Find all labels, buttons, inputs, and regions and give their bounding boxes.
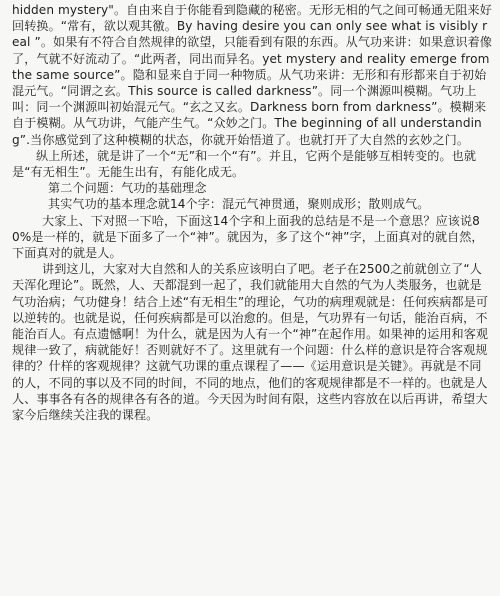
paragraph-comparison: 大家上、下对照一下哈，下面这14个字和上面我的总结是不是一个意思？应该说80%是一样的，就是下面多了一个“神”。就因为，多了这个“神”字，上面真对的就自然，下面真对的就是人。 (12, 213, 484, 261)
paragraph-summary: 纵上所述，就是讲了一个“无”和一个“有”。并且，它两个是能够互相转变的。也就是“有无相生”。无能生出有，有能化成无。 (12, 148, 477, 180)
paragraph-laozi-quotes: hidden mystery"。自由来自于你能看到隐藏的秘密。无形无相的气之间可畅通无阻来好回转换。“常有，欲以观其徼。By having desire you can only see what is visibly real ”。如果有不符合自然规律的欲望，只能看到有限的东西。从气功来讲：如果意识着像了，气就不好流动了。“此两者，同出而异名。yet mystery and reality emerge from the same source”。隐和显来自于同一种物质。从气功来讲：无形和有形都来自于初始混元气。“同谓之玄。This source is called darkness”。同一个渊源叫模糊。气功上叫：同一个渊源叫初始混元气。“玄之又玄。Darkness born from darkness”。模糊来自于模糊。从气功讲，气能产生气。“众妙之门。The beginning of all understanding”.当你感觉到了这种模糊的状态，你就开始悟道了。也就打开了大自然的玄妙之门。 (12, 3, 492, 147)
blank-space (12, 423, 492, 573)
paragraph-core-concept: 其实气功的基本理念就14个字：混元气神贯通，聚则成形；散则成气。 (48, 197, 430, 212)
paragraph-conclusion: 讲到这儿，大家对大自然和人的关系应该明白了吧。老子在2500之前就创立了“人天浑化理论”。既然，人、天都混到一起了，我们就能用大自然的气为人类服务，也就是气功治病；气功健身！结合上述“有无相生”的理论，气功的病理观就是：任何疾病都是可以逆转的。也就是说，任何疾病都是可以治愈的。但是，气功界有一句话，能治百病，不能治百人。有点遗憾啊！为什么，就是因为人有一个“神”在起作用。如果神的运用和客观规律一致了，病就能好！否则就好不了。这里就有一个问题：什么样的意识是符合客观规律的？什样的客观规律？这就气功课的重点课程了——《运用意识是关键》。再就是不同的人，不同的事以及不同的时间，不同的地点，他们的客观规律都是不一样的。也就是人人、事事各有各的规律各有各的道。今天因为时间有限，这些内容放在以后再讲，希望大家今后继续关注我的课程。 (12, 262, 489, 423)
section-heading: 第二个问题：气功的基础理念 (48, 181, 207, 196)
article-body (12, 2, 492, 423)
